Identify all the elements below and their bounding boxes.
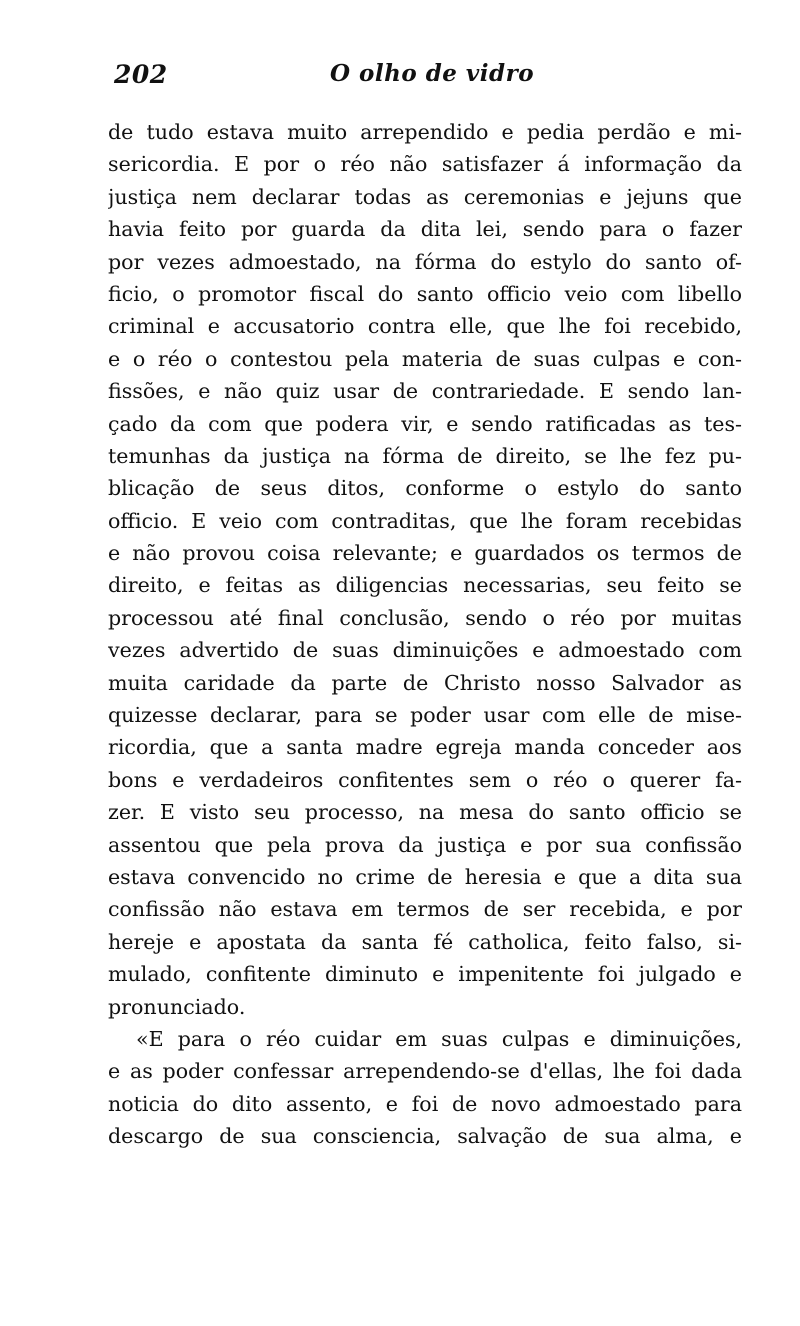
text-line: çado da com que podera vir, e sendo ratificadas as tes-	[108, 411, 742, 436]
text-line: sericordia. E por o réo não satisfazer á informação da	[108, 152, 742, 177]
body-text	[108, 116, 742, 1153]
running-title: O olho de vidro	[330, 60, 535, 87]
text-line: muita caridade da parte de Christo nosso Salvador as	[108, 670, 742, 695]
text-line: de tudo estava muito arrependido e pedia perdão e mi-	[108, 120, 742, 144]
text-line: assentou que pela prova da justiça e por sua confissão	[108, 832, 742, 857]
text-line: e não provou coisa relevante; e guardados os termos de	[108, 541, 742, 566]
text-line: fissões, e não quiz usar de contrariedade. E sendo lan-	[108, 379, 742, 404]
text-line: direito, e feitas as diligencias necessarias, seu feito se	[108, 573, 742, 598]
text-line: mulado, confitente diminuto e impenitente foi julgado e	[108, 962, 742, 987]
text-line: pronunciado.	[108, 994, 246, 1019]
text-line: blicação de seus ditos, conforme o estylo do santo	[108, 476, 742, 501]
text-line: criminal e accusatorio contra elle, que lhe foi recebido,	[108, 314, 742, 339]
text-line: quizesse declarar, para se poder usar com elle de mise-	[108, 703, 742, 728]
text-line: confissão não estava em termos de ser recebida, e por	[108, 897, 742, 922]
text-line: por vezes admoestado, na fórma do estylo do santo of-	[108, 249, 742, 274]
page-number: 202	[114, 60, 168, 89]
text-line: ficio, o promotor fiscal do santo officio veio com libello	[108, 281, 742, 306]
text-line: noticia do dito assento, e foi de novo admoestado para	[108, 1091, 742, 1116]
text-line: justiça nem declarar todas as ceremonias e jejuns que	[108, 184, 742, 209]
text-line: zer. E visto seu processo, na mesa do santo officio se	[108, 800, 742, 825]
text-line: vezes advertido de suas diminuições e admoestado com	[108, 638, 742, 663]
text-line: «E para o réo cuidar em suas culpas e diminuições,	[136, 1026, 742, 1051]
text-line: havia feito por guarda da dita lei, sendo para o fazer	[108, 217, 742, 242]
running-head	[108, 60, 728, 96]
text-line: processou até final conclusão, sendo o réo por muitas	[108, 605, 742, 630]
text-line: e as poder confessar arrependendo-se d'ellas, lhe foi dada	[108, 1059, 742, 1084]
text-line: ricordia, que a santa madre egreja manda conceder aos	[108, 735, 742, 760]
text-line: officio. E veio com contraditas, que lhe foram recebidas	[108, 508, 742, 533]
text-line: hereje e apostata da santa fé catholica, feito falso, si-	[108, 929, 742, 954]
text-line: temunhas da justiça na fórma de direito, se lhe fez pu-	[108, 443, 742, 468]
text-line: e o réo o contestou pela materia de suas culpas e con-	[108, 346, 742, 371]
text-line: bons e verdadeiros confitentes sem o réo o querer fa-	[108, 767, 742, 792]
text-line: descargo de sua consciencia, salvação de sua alma, e	[108, 1124, 742, 1149]
text-line: estava convencido no crime de heresia e que a dita sua	[108, 864, 742, 889]
